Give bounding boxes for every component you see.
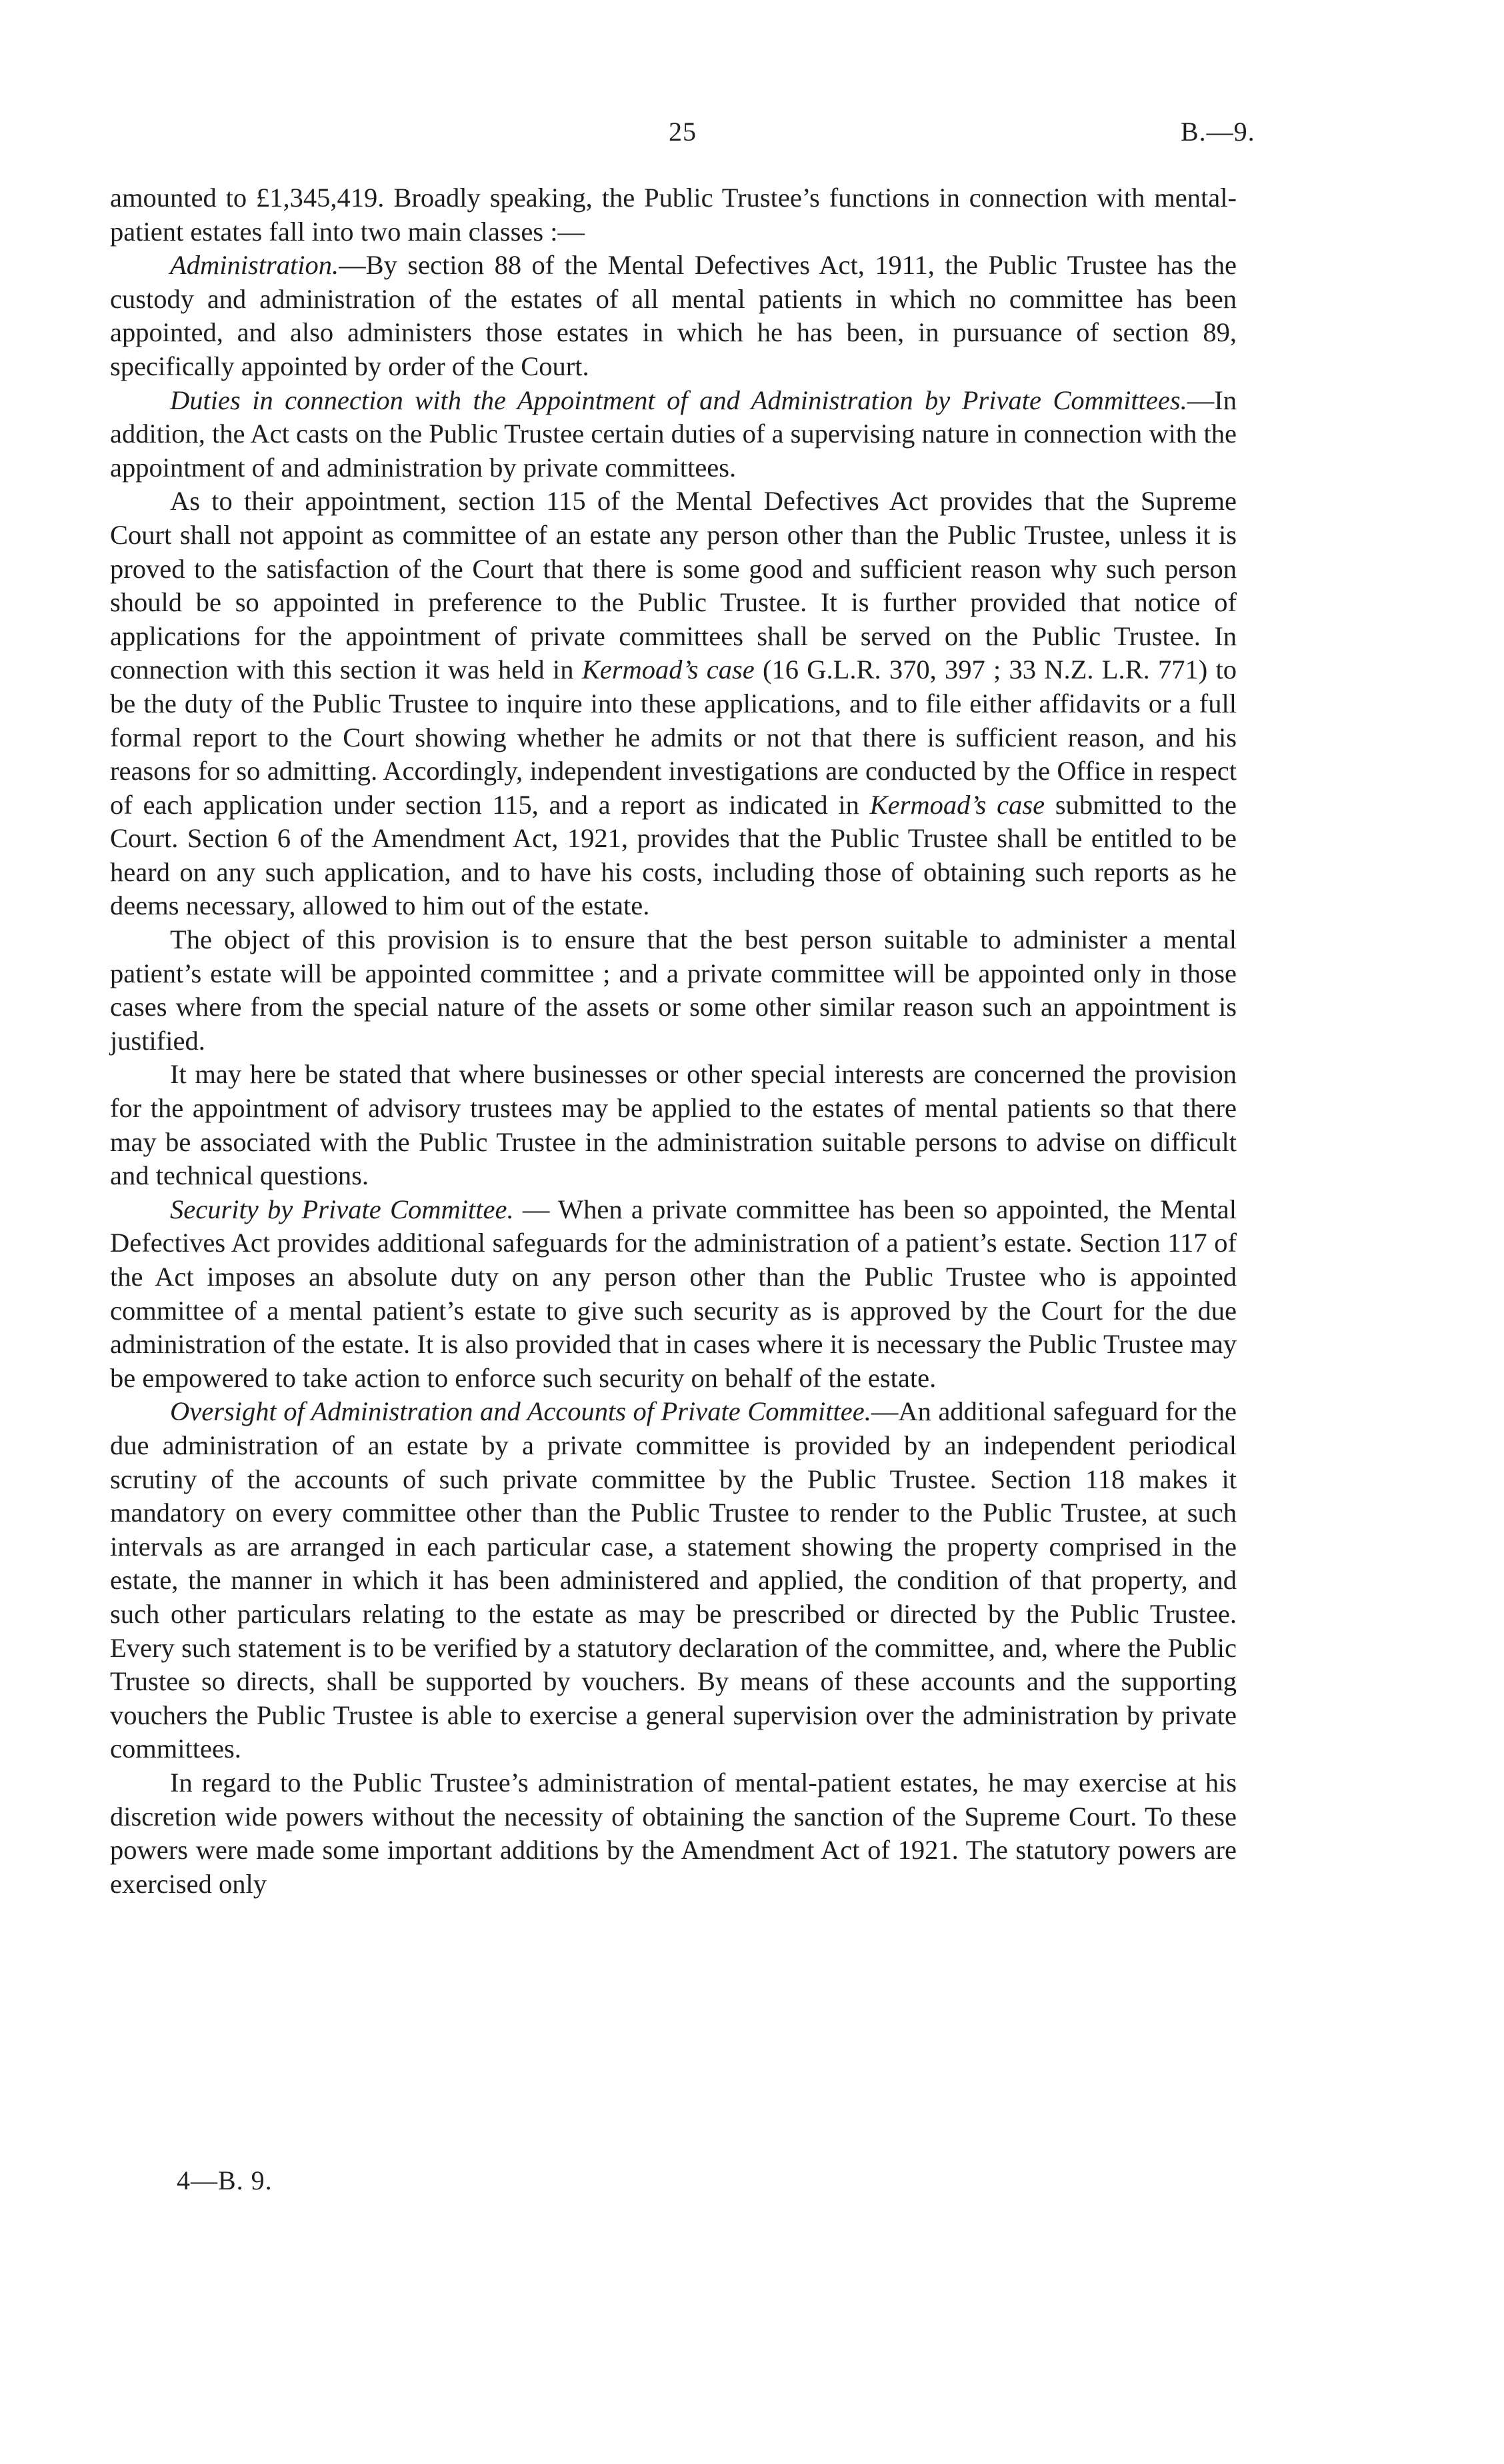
document-reference: B.—9.	[1181, 117, 1255, 147]
section-heading-administration: Administration.	[170, 250, 339, 281]
paragraph-administration	[110, 249, 1237, 383]
body-text	[110, 181, 1237, 1901]
section-heading-duties: Duties in connection with the Appointment of and Administration by Private Committees.	[170, 385, 1187, 415]
section-heading-oversight: Oversight of Administration and Accounts of Private Committee.	[170, 1396, 871, 1427]
paragraph-security	[110, 1193, 1237, 1396]
paragraph-continuation	[110, 181, 1237, 249]
paragraph-text: amounted to £1,345,419. Broadly speaking, the Public Trustee’s functions in connection with mental-patient estates fall into two main classes :—	[110, 183, 1237, 247]
paragraph-object	[110, 923, 1237, 1058]
paragraph-text: —An additional safeguard for the due administration of an estate by a private committee is provided by an independent periodical scrutiny of the accounts of such private committee by the Public Trustee. Section 118 makes it mandatory on every committee other than the Public Trustee to render to the Public Trustee, at such intervals as are arranged in each particular case, a statement showing the property comprised in the estate, the manner in which it has been administered and applied, the condition of that property, and such other particulars relating to the estate as may be prescribed or directed by the Public Trustee. Every such statement is to be verified by a statutory declaration of the committee, and, where the Public Trustee so directs, shall be supported by vouchers. By means of these accounts and the supporting vouchers the Public Trustee is able to exercise a general supervision over the administration by private committees.	[110, 1396, 1237, 1764]
case-citation: Kermoad’s case	[869, 789, 1045, 820]
section-heading-security: Security by Private Committee.	[170, 1194, 514, 1224]
case-citation: Kermoad’s case	[581, 654, 755, 685]
paragraph-text: —By section 88 of the Mental Defectives Act, 1911, the Public Trustee has the custody and administration of the estates of all mental patients in which no committee has been appointed, and also administers those estates in which he has been, in pursuance of section 89, specifically appointed by order of the Court.	[110, 250, 1237, 381]
page-number: 25	[669, 117, 697, 147]
paragraph-oversight	[110, 1395, 1237, 1766]
paragraph-text: It may here be stated that where businesses or other special interests are concerned the provision for the appointment of advisory trustees may be applied to the estates of mental patients so that there may be associated with the Public Trustee in the administration suitable persons to advise on difficult and technical questions.	[110, 1059, 1237, 1191]
page-header	[0, 116, 1504, 156]
paragraph-advisory-trustees	[110, 1058, 1237, 1192]
paragraph-powers	[110, 1766, 1237, 1901]
paragraph-text: submitted to the Court. Section 6 of the Amendment Act, 1921, provides that the Public Trustee shall be entitled to be heard on any such application, and to have his costs, including those of obtaining such reports as he deems necessary, allowed to him out of the estate.	[110, 789, 1237, 921]
signature-mark: 4—B. 9.	[177, 2165, 273, 2195]
paragraph-duties	[110, 384, 1237, 485]
paragraph-text: As to their appointment, section 115 of the Mental Defectives Act provides that the Supreme Court shall not appoint as committee of an estate any person other than the Public Trustee, unless it is proved to the satisfaction of the Court that there is some good and sufficient reason why such person should be so appointed in preference to the Public Trustee. It is further provided that notice of applications for the appointment of private committees shall be served on the Public Trustee. In connection with this section it was held in	[110, 486, 1237, 685]
paragraph-text: —In addition, the Act casts on the Public Trustee certain duties of a supervising nature in connection with the appointment of and administration by private committees.	[110, 385, 1237, 483]
paragraph-text: The object of this provision is to ensure that the best person suitable to administer a mental patient’s estate will be appointed committee ; and a private committee will be appointed only in those cases where from the special nature of the assets or some other similar reason such an appointment is justified.	[110, 924, 1237, 1056]
paragraph-text: — When a private committee has been so appointed, the Mental Defectives Act provides additional safeguards for the administration of a patient’s estate. Section 117 of the Act imposes an absolute duty on any person other than the Public Trustee who is appointed committee of a mental patient’s estate to give such security as is approved by the Court for the due administration of the estate. It is also provided that in cases where it is necessary the Public Trustee may be empowered to take action to enforce such security on behalf of the estate.	[110, 1194, 1237, 1393]
paragraph-text: (16 G.L.R. 370, 397 ; 33 N.Z. L.R. 771) to be the duty of the Public Trustee to inquire into these applications, and to file either affidavits or a full formal report to the Court showing whether he admits or not that there is sufficient reason, and his reasons for so admitting. Accordingly, independent investigations are conducted by the Office in respect of each application under section 115, and a report as indicated in	[110, 654, 1237, 820]
paragraph-text: In regard to the Public Trustee’s administration of mental-patient estates, he may exercise at his discretion wide powers without the necessity of obtaining the sanction of the Supreme Court. To these powers were made some important additions by the Amendment Act of 1921. The statutory powers are exercised only	[110, 1767, 1237, 1899]
paragraph-appointment	[110, 485, 1237, 923]
